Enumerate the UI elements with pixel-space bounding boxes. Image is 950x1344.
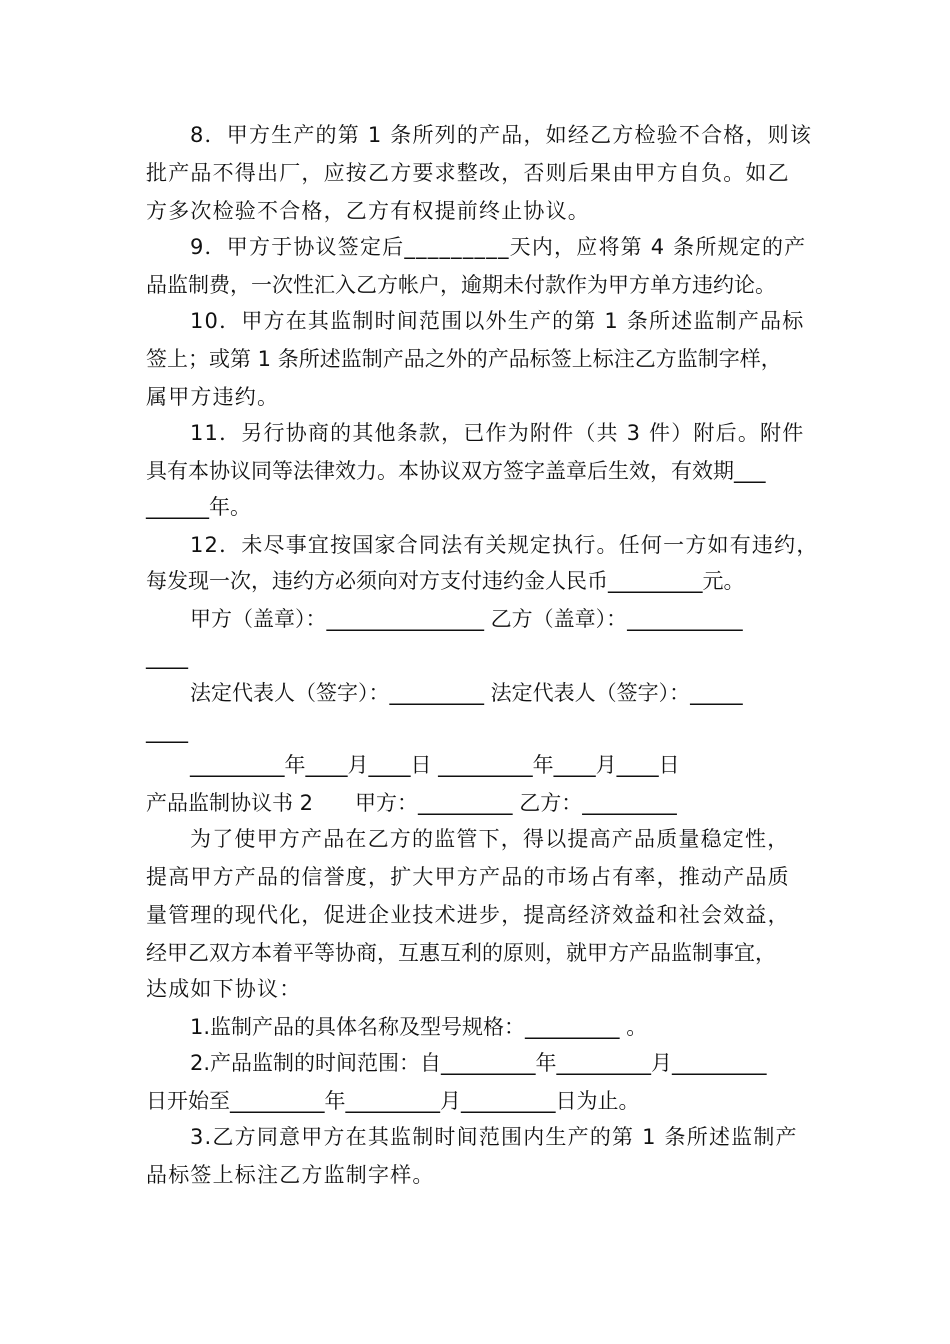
preamble-line-2: 提高甲方产品的信誉度，扩大甲方产品的市场占有率，推动产品质 bbox=[146, 865, 790, 889]
preamble-line-3: 量管理的现代化，促进企业技术进步，提高经济效益和社会效益， bbox=[146, 903, 790, 927]
item-3-line-1: 3.乙方同意甲方在其监制时间范围内生产的第 1 条所述监制产 bbox=[190, 1125, 798, 1149]
clause-9-line-2: 品监制费，一次性汇入乙方帐户，逾期未付款作为甲方单方违约论。 bbox=[146, 273, 776, 297]
seal-line-wrap: ____ bbox=[146, 645, 188, 669]
preamble-line-5: 达成如下协议： bbox=[146, 977, 302, 1001]
item-1-line: 1.监制产品的具体名称及型号规格：_________ 。 bbox=[190, 1015, 648, 1039]
preamble-line-1: 为了使甲方产品在乙方的监管下，得以提高产品质量稳定性， bbox=[190, 827, 790, 851]
date-line: _________年____月____日 _________年____月____日 bbox=[190, 753, 680, 777]
clause-10-line-1: 10．甲方在其监制时间范围以外生产的第 1 条所述监制产品标 bbox=[190, 309, 805, 333]
clause-9-line-1: 9．甲方于协议签定后_________天内，应将第 4 条所规定的产 bbox=[190, 235, 807, 259]
item-3-line-2: 品标签上标注乙方监制字样。 bbox=[146, 1163, 435, 1187]
preamble-line-4: 经甲乙双方本着平等协商，互惠互利的原则，就甲方产品监制事宜， bbox=[146, 941, 776, 965]
clause-12-line-2: 每发现一次，违约方必须向对方支付违约金人民币_________元。 bbox=[146, 569, 745, 593]
clause-11-line-3: ______年。 bbox=[146, 495, 251, 519]
agreement-2-heading: 产品监制协议书 2 甲方：_________ 乙方：_________ bbox=[146, 791, 677, 815]
signature-line: 法定代表人（签字）：_________ 法定代表人（签字）：_____ bbox=[190, 681, 743, 705]
clause-11-line-1: 11．另行协商的其他条款，已作为附件（共 3 件）附后。附件 bbox=[190, 421, 805, 445]
clause-8-line-2: 批产品不得出厂，应按乙方要求整改，否则后果由甲方自负。如乙 bbox=[146, 161, 790, 185]
clause-8-line-3: 方多次检验不合格，乙方有权提前终止协议。 bbox=[146, 199, 590, 223]
signature-line-wrap: ____ bbox=[146, 719, 188, 743]
seal-line: 甲方（盖章）：_______________ 乙方（盖章）：___________ bbox=[190, 607, 743, 631]
item-2-line-1: 2.产品监制的时间范围：自_________年_________月_________ bbox=[190, 1051, 767, 1075]
clause-10-line-2: 签上；或第 1 条所述监制产品之外的产品标签上标注乙方监制字样， bbox=[146, 347, 782, 371]
clause-11-line-2: 具有本协议同等法律效力。本协议双方签字盖章后生效，有效期___ bbox=[146, 459, 766, 483]
clause-12-line-1: 12．未尽事宜按国家合同法有关规定执行。任何一方如有违约， bbox=[190, 533, 819, 557]
item-2-line-2: 日开始至_________年_________月_________日为止。 bbox=[146, 1089, 640, 1113]
clause-10-line-3: 属甲方违约。 bbox=[146, 385, 280, 409]
clause-8-line-1: 8．甲方生产的第 1 条所列的产品，如经乙方检验不合格，则该 bbox=[190, 123, 813, 147]
